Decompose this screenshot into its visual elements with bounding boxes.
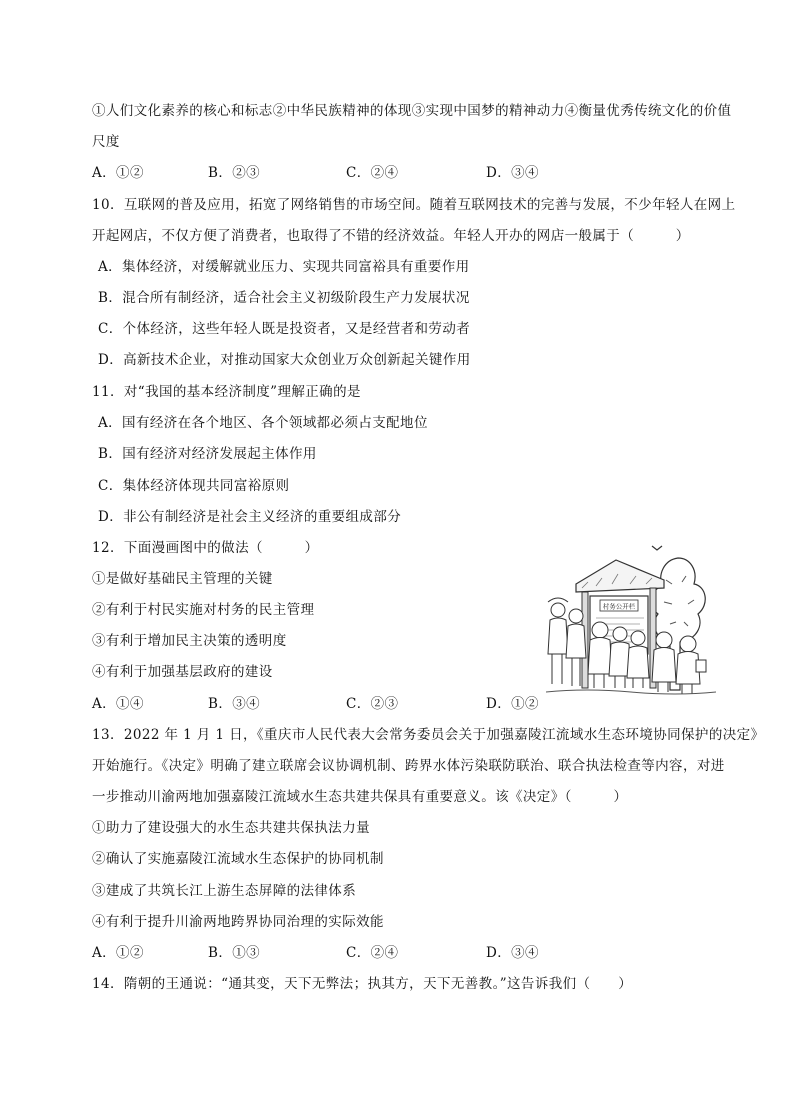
village-affairs-cartoon: [546, 540, 716, 700]
q13-stem-line1: 13．2022 年 1 月 1 日，《重庆市人民代表大会常务委员会关于加强嘉陵江流域水生态环境协同保护的决定》: [92, 727, 765, 743]
q12-stem: 12．下面漫画图中的做法（ ）: [92, 540, 319, 556]
q11-option-d[interactable]: D．非公有制经济是社会主义经济的重要组成部分: [98, 509, 402, 525]
q14-stem: 14．隋朝的王通说：“通其变，天下无弊法；执其方，天下无善教。”这告诉我们（ ）: [92, 976, 633, 992]
q12-choice-a[interactable]: A．①④: [92, 696, 144, 712]
q9-choice-c[interactable]: C．②④: [346, 165, 399, 181]
q10-stem-line2: 开起网店，不仅方便了消费者，也取得了不错的经济效益。年轻人开办的网店一般属于（ ）: [92, 228, 690, 244]
q11-option-b[interactable]: B．国有经济对经济发展起主体作用: [98, 446, 317, 462]
q11-option-a[interactable]: A．国有经济在各个地区、各个领域都必须占支配地位: [98, 415, 428, 431]
q13-item-4: ④有利于提升川渝两地跨界协同治理的实际效能: [92, 914, 384, 930]
q11-stem: 11．对“我国的基本经济制度”理解正确的是: [92, 384, 361, 400]
q13-choice-d[interactable]: D．③④: [486, 945, 539, 961]
q9-choice-a[interactable]: A．①②: [92, 165, 144, 181]
q12-choice-c[interactable]: C．②③: [346, 696, 399, 712]
q10-option-a[interactable]: A．集体经济，对缓解就业压力、实现共同富裕具有重要作用: [98, 259, 470, 275]
q9-choice-d[interactable]: D．③④: [486, 165, 539, 181]
q11-option-c[interactable]: C．集体经济体现共同富裕原则: [98, 478, 290, 494]
q13-item-3: ③建成了共筑长江上游生态屏障的法律体系: [92, 883, 357, 899]
q13-item-1: ①助力了建设强大的水生态共建共保执法力量: [92, 820, 370, 836]
q10-option-d[interactable]: D．高新技术企业，对推动国家大众创业万众创新起关键作用: [98, 352, 471, 368]
q13-choice-b[interactable]: B．①③: [208, 945, 261, 961]
q9-choices: [0, 163, 790, 183]
q13-item-2: ②确认了实施嘉陵江流域水生态保护的协同机制: [92, 851, 384, 867]
q12-choice-b[interactable]: B．③④: [208, 696, 261, 712]
q13-choices: [0, 943, 790, 963]
q12-item-1: ①是做好基础民主管理的关键: [92, 571, 273, 587]
q9-items-line1: ①人们文化素养的核心和标志②中华民族精神的体现③实现中国梦的精神动力④衡量优秀传统文化的价值: [92, 103, 732, 119]
q13-choice-c[interactable]: C．②④: [346, 945, 399, 961]
q13-stem-line2: 开始施行。《决定》明确了建立联席会议协调机制、跨界水体污染联防联治、联合执法检查等内容，对进: [92, 758, 725, 774]
q13-stem-line3: 一步推动川渝两地加强嘉陵江流域水生态共建共保具有重要意义。该《决定》（ ）: [92, 789, 628, 805]
q9-items-line2: 尺度: [92, 134, 120, 150]
cartoon-sign-text: 村务公开栏: [602, 602, 636, 611]
q10-stem-line1: 10．互联网的普及应用，拓宽了网络销售的市场空间。随着互联网技术的完善与发展，不少年轻人在网上: [92, 197, 736, 213]
q9-choice-b[interactable]: B．②③: [208, 165, 261, 181]
q10-option-c[interactable]: C．个体经济，这些年轻人既是投资者，又是经营者和劳动者: [98, 321, 471, 337]
q13-choice-a[interactable]: A．①②: [92, 945, 144, 961]
q12-choice-d[interactable]: D．①②: [486, 696, 539, 712]
q12-item-3: ③有利于增加民主决策的透明度: [92, 633, 287, 649]
q12-item-2: ②有利于村民实施对村务的民主管理: [92, 602, 315, 618]
q12-item-4: ④有利于加强基层政府的建设: [92, 664, 273, 680]
q10-option-b[interactable]: B．混合所有制经济，适合社会主义初级阶段生产力发展状况: [98, 290, 470, 306]
